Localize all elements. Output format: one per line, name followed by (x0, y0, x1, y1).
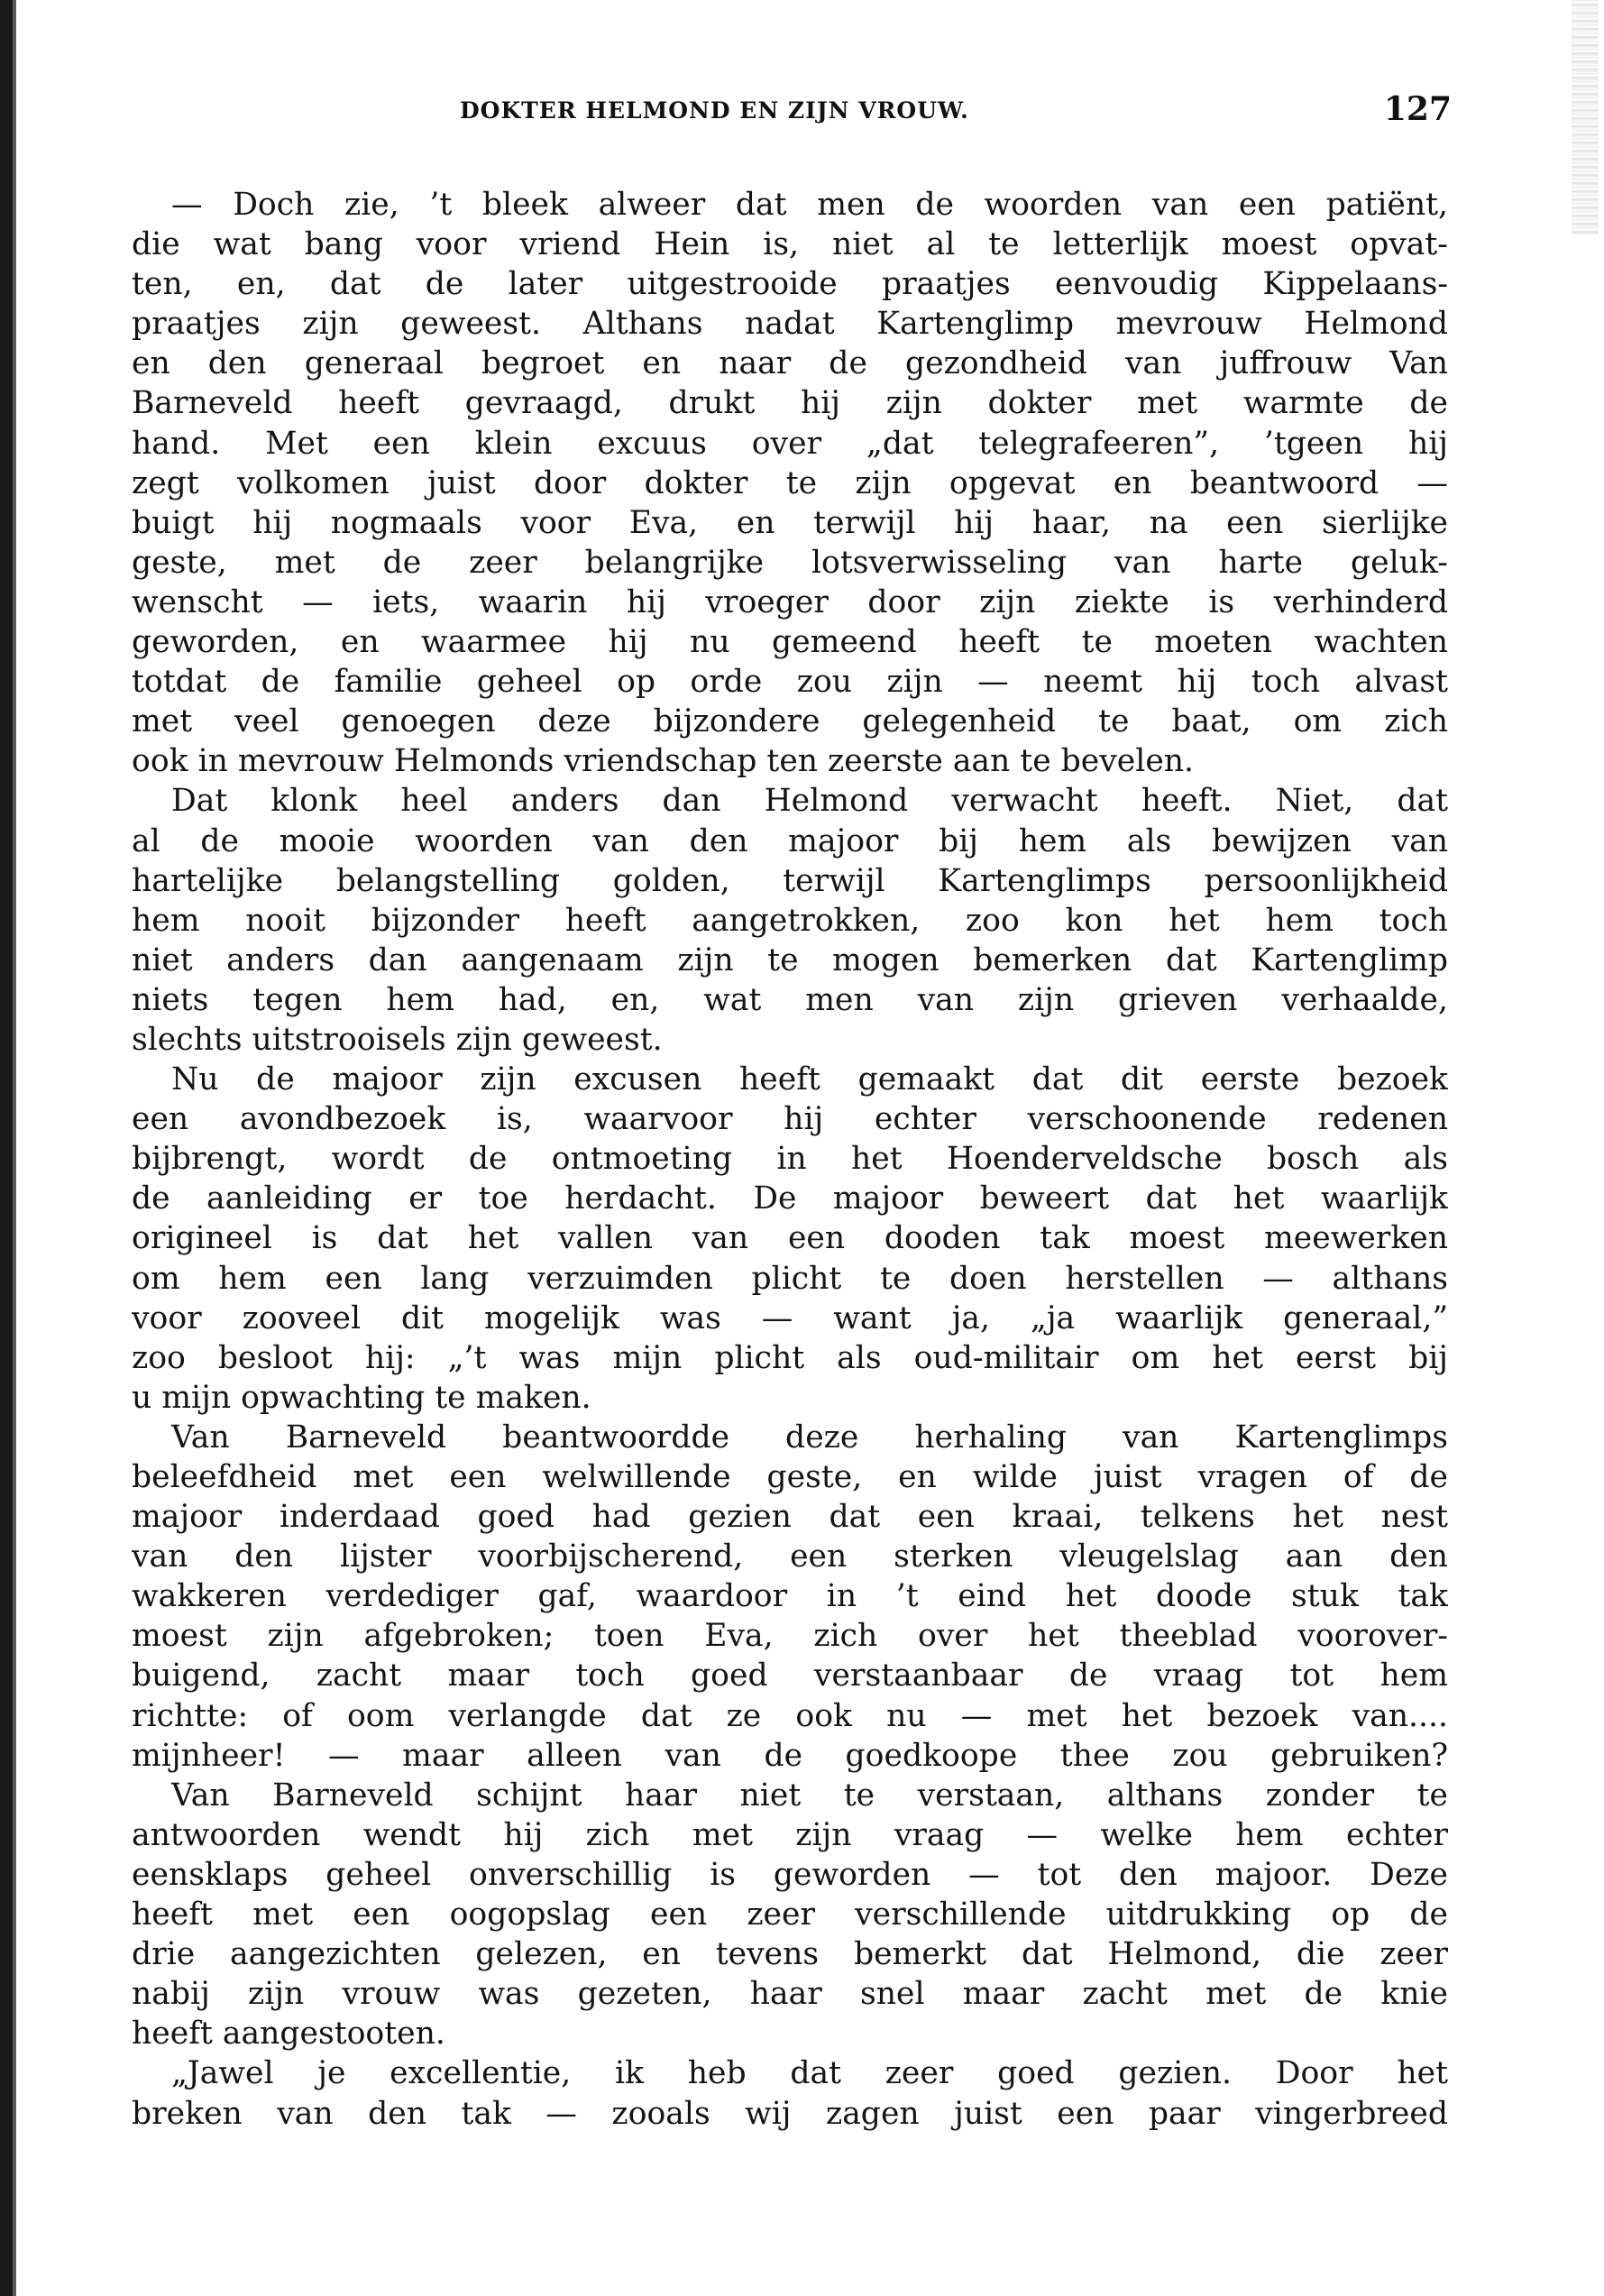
text-line: buigt hij nogmaals voor Eva, en terwijl hij haar, na een sierlijke (132, 504, 1448, 541)
text-line: richtte: of oom verlangde dat ze ook nu — met het bezoek van.... (132, 1697, 1448, 1734)
text-line: en den generaal begroet en naar de gezondheid van juffrouw Van (132, 345, 1448, 382)
text-line: origineel is dat het vallen van een dooden tak moest meewerken (132, 1220, 1448, 1257)
text-line: Van Barneveld beantwoordde deze herhaling van Kartenglimps (171, 1419, 1448, 1456)
text-line: ook in mevrouw Helmonds vriendschap ten zeerste aan te bevelen. (132, 743, 1195, 780)
text-line: buigend, zacht maar toch goed verstaanbaar de vraag tot hem (132, 1658, 1448, 1694)
text-line: nabij zijn vrouw was gezeten, haar snel maar zacht met de knie (132, 1976, 1448, 2013)
text-line: geworden, en waarmee hij nu gemeend heeft te moeten wachten (132, 624, 1448, 661)
text-line: — Doch zie, ’t bleek alweer dat men de woorden van een patiënt, (171, 187, 1448, 223)
text-line: hem nooit bijzonder heeft aangetrokken, zoo kon het hem toch (132, 902, 1448, 939)
text-line: een avondbezoek is, waarvoor hij echter verschoonende redenen (132, 1101, 1448, 1138)
text-line: niets tegen hem had, en, wat men van zijn grieven verhaalde, (132, 981, 1448, 1018)
text-line: drie aangezichten gelezen, en tevens bemerkt dat Helmond, die zeer (132, 1936, 1448, 1973)
text-line: de aanleiding er toe herdacht. De majoor beweert dat het waarlijk (132, 1180, 1448, 1217)
text-line: voor zooveel dit mogelijk was — want ja, „ja waarlijk generaal,” (132, 1300, 1448, 1336)
page-header (126, 90, 1452, 133)
text-line: al de mooie woorden van den majoor bij hem als bewijzen van (132, 822, 1448, 859)
text-line: wenscht — iets, waarin hij vroeger door zijn ziekte is verhinderd (132, 583, 1448, 620)
text-line: niet anders dan aangenaam zijn te mogen bemerken dat Kartenglimp (132, 941, 1448, 978)
text-line: heeft aangestooten. (132, 2016, 445, 2053)
text-line: eensklaps geheel onverschillig is geworden — tot den majoor. Deze (132, 1856, 1448, 1893)
running-head: DOKTER HELMOND EN ZIJN VROUW. (460, 97, 969, 124)
text-line: „Jawel je excellentie, ik heb dat zeer goed gezien. Door het (171, 2055, 1448, 2092)
text-line: u mijn opwachting te maken. (132, 1379, 591, 1416)
text-line: beleefdheid met een welwillende geste, en wilde juist vragen of de (132, 1459, 1448, 1495)
text-line: ten, en, dat de later uitgestrooide praatjes eenvoudig Kippelaans- (132, 266, 1448, 303)
text-line: Van Barneveld schijnt haar niet te verstaan, althans zonder te (171, 1777, 1448, 1814)
text-line: bijbrengt, wordt de ontmoeting in het Hoenderveldsche bosch als (132, 1141, 1448, 1178)
text-line: majoor inderdaad goed had gezien dat een kraai, telkens het nest (132, 1499, 1448, 1536)
text-line: wakkeren verdediger gaf, waardoor in ’t eind het doode stuk tak (132, 1578, 1448, 1615)
text-line: van den lijster voorbijscherend, een sterken vleugelslag aan den (132, 1538, 1448, 1575)
text-line: moest zijn afgebroken; toen Eva, zich over het theeblad voorover- (132, 1618, 1448, 1655)
text-line: praatjes zijn geweest. Althans nadat Kartenglimp mevrouw Helmond (132, 306, 1448, 343)
text-line: geste, met de zeer belangrijke lotsverwisseling van harte geluk- (132, 544, 1448, 581)
text-line: hand. Met een klein excuus over „dat telegrafeeren”, ’tgeen hij (132, 425, 1448, 462)
scan-spine-edge (13, 0, 16, 2296)
text-line: die wat bang voor vriend Hein is, niet al te letterlijk moest opvat- (132, 226, 1448, 263)
text-line: slechts uitstrooisels zijn geweest. (132, 1021, 663, 1058)
text-line: zegt volkomen juist door dokter te zijn opgevat en beantwoord — (132, 464, 1448, 501)
scan-spine-shadow (0, 0, 13, 2296)
scan-speckle (1572, 0, 1599, 234)
body-text (132, 185, 1448, 2134)
text-line: hartelijke belangstelling golden, terwijl Kartenglimps persoonlijkheid (132, 862, 1448, 899)
page-number: 127 (1383, 90, 1452, 128)
text-line: Barneveld heeft gevraagd, drukt hij zijn dokter met warmte de (132, 385, 1448, 422)
text-line: breken van den tak — zooals wij zagen juist een paar vingerbreed (132, 2095, 1448, 2132)
text-line: totdat de familie geheel op orde zou zijn — neemt hij toch alvast (132, 664, 1448, 701)
text-line: heeft met een oogopslag een zeer verschillende uitdrukking op de (132, 1896, 1448, 1933)
text-line: Dat klonk heel anders dan Helmond verwacht heeft. Niet, dat (171, 783, 1448, 820)
text-line: om hem een lang verzuimden plicht te doen herstellen — althans (132, 1260, 1448, 1297)
text-line: antwoorden wendt hij zich met zijn vraag — welke hem echter (132, 1816, 1448, 1853)
text-line: mijnheer! — maar alleen van de goedkoope thee zou gebruiken? (132, 1737, 1448, 1774)
text-line: met veel genoegen deze bijzondere gelegenheid te baat, om zich (132, 703, 1448, 740)
text-line: zoo besloot hij: „’t was mijn plicht als oud-militair om het eerst bij (132, 1339, 1448, 1376)
text-line: Nu de majoor zijn excusen heeft gemaakt dat dit eerste bezoek (171, 1061, 1448, 1098)
